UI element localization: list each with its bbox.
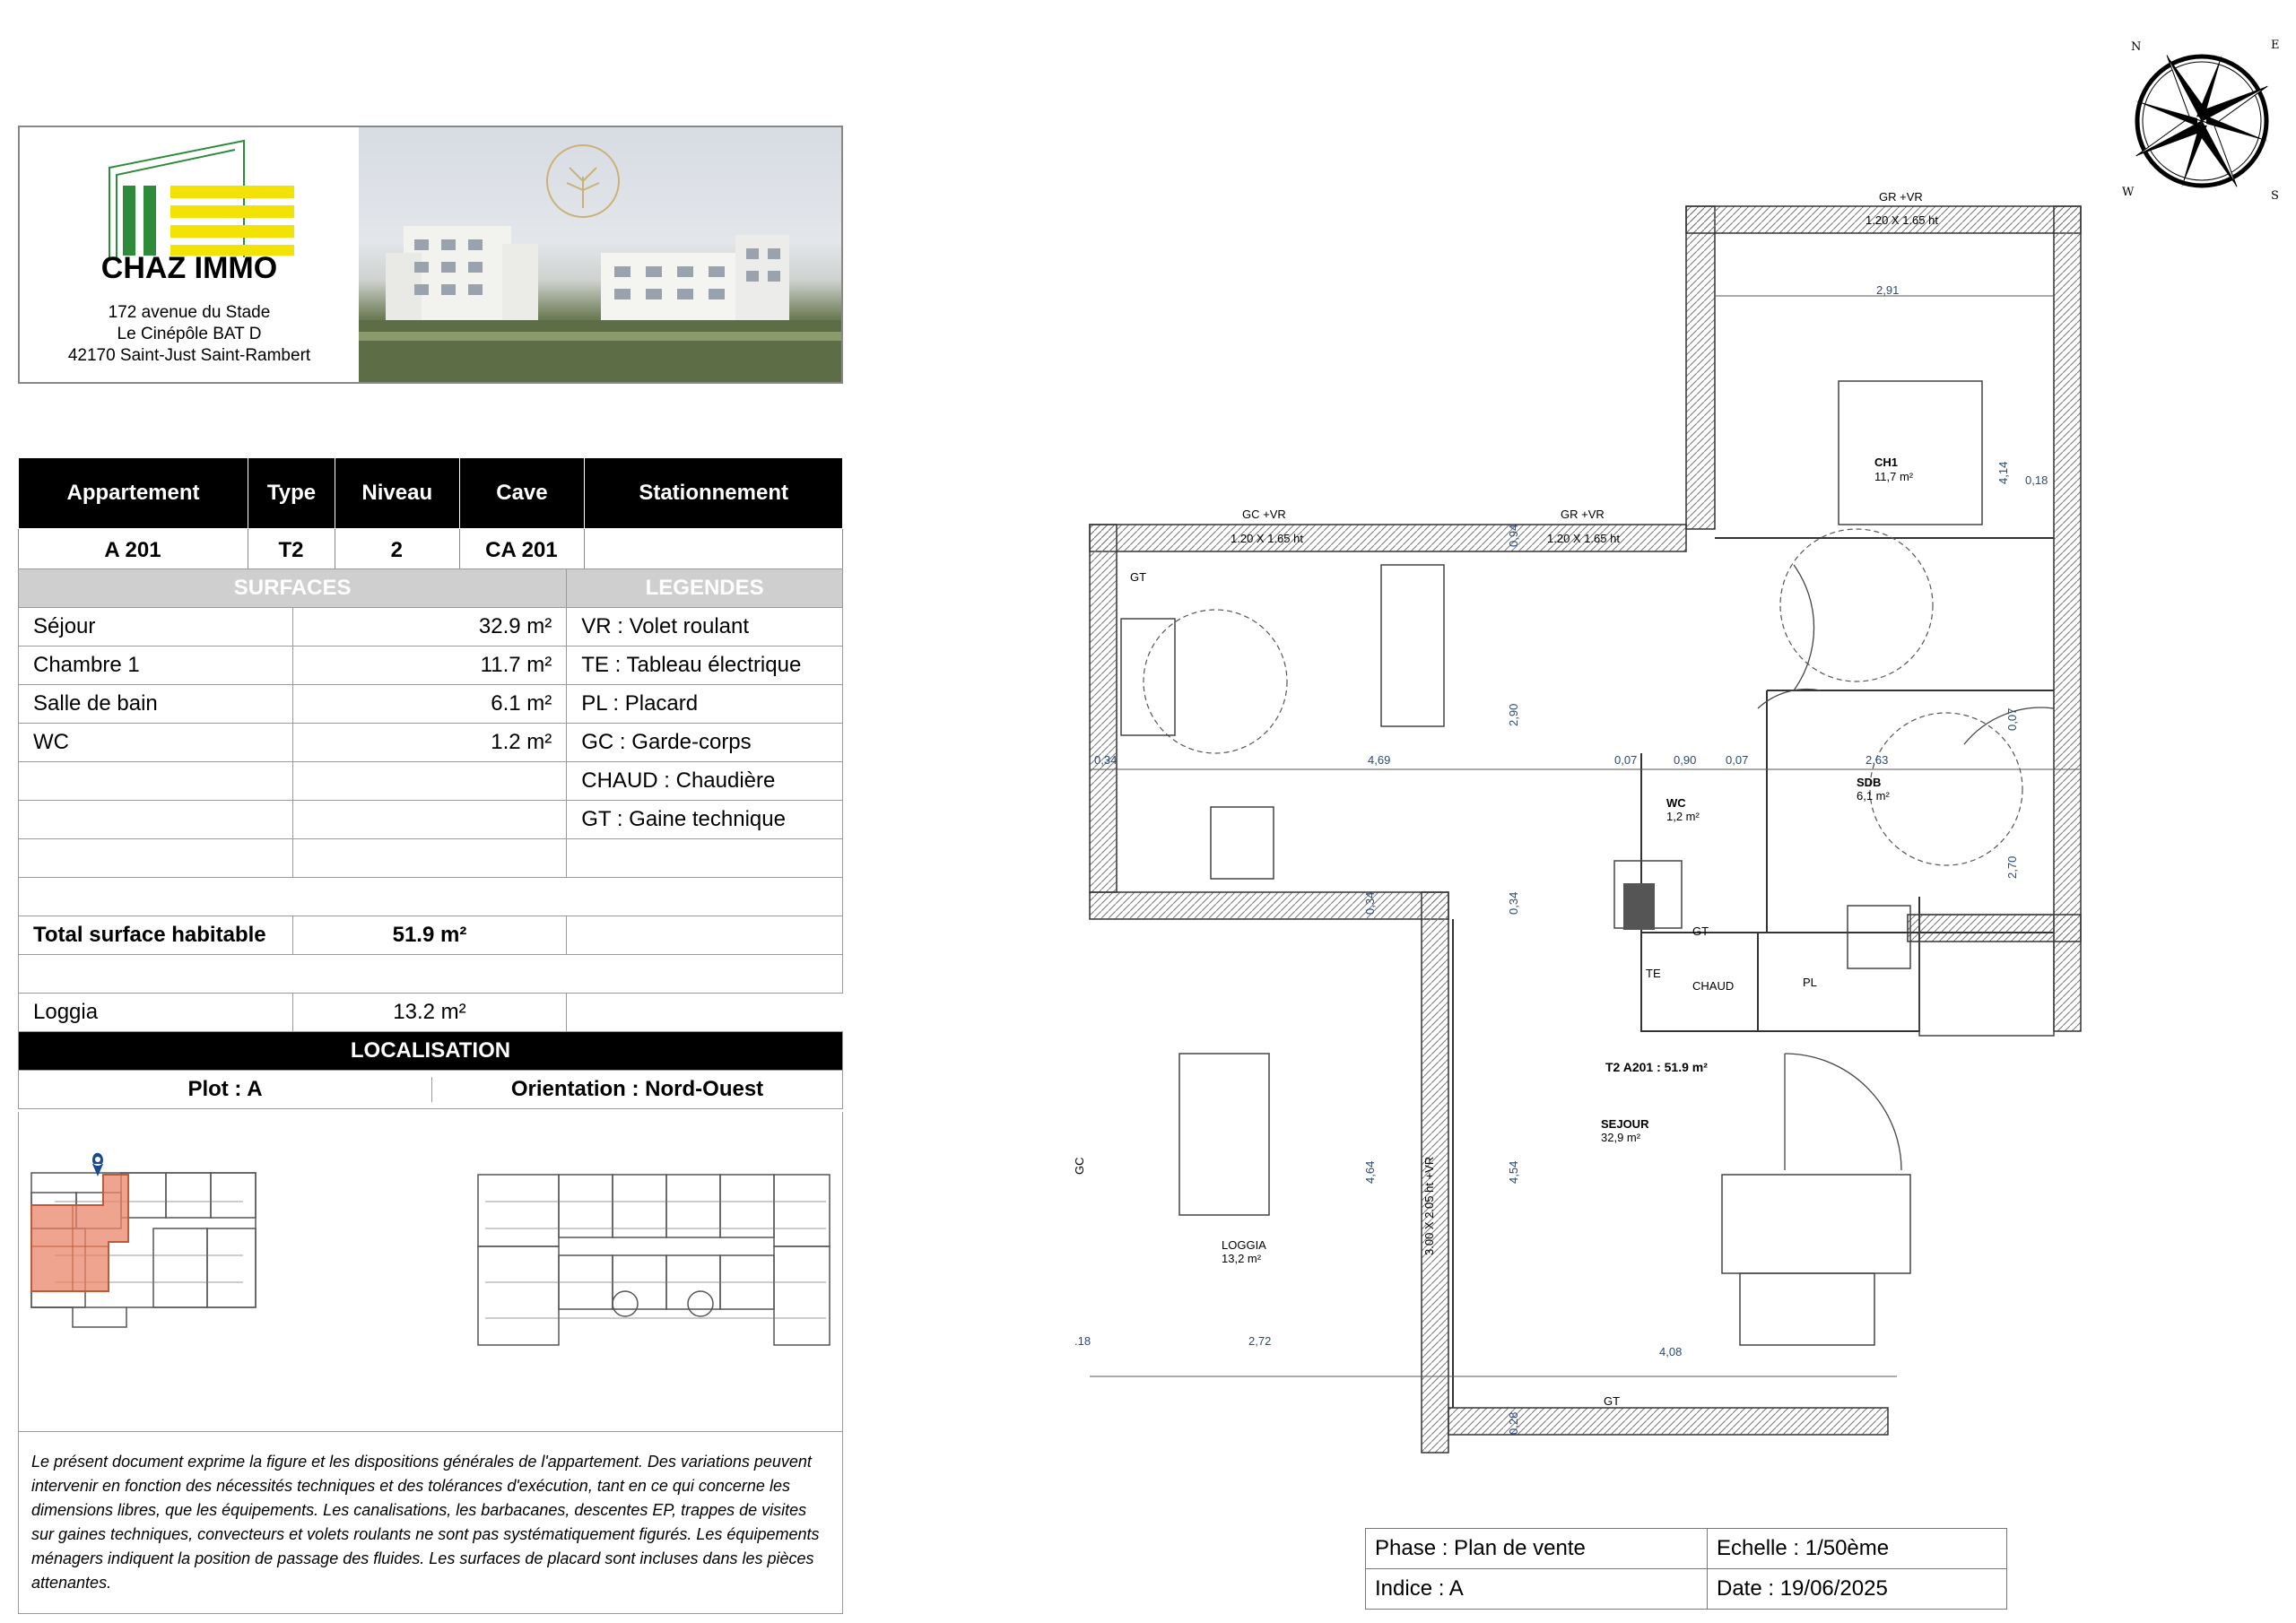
plot-label: Plot : A (19, 1077, 432, 1102)
mini-plans-drawing (19, 1112, 842, 1431)
room-loggia-name: LOGGIA (1222, 1238, 1266, 1252)
compass-rose (2117, 36, 2287, 206)
empty-cell (19, 839, 293, 878)
empty-cell (567, 994, 843, 1032)
gr-vr-mid-label: GR +VR (1561, 508, 1605, 521)
legende-item: GT : Gaine technique (567, 801, 843, 839)
dim-090: 0,90 (1674, 753, 1697, 767)
value-stationnement (585, 529, 843, 573)
room-wc-name: WC (1666, 796, 1686, 810)
legende-item: GC : Garde-corps (567, 724, 843, 762)
window-left-label: 1.20 X 1.65 ht (1231, 532, 1303, 545)
empty-cell (19, 762, 293, 801)
dim-454: 4,54 (1507, 1160, 1520, 1184)
total-label: Total surface habitable (19, 916, 293, 955)
dim-464: 4,64 (1363, 1160, 1377, 1184)
room-sdb-area: 6,1 m² (1857, 789, 1890, 803)
localisation-plans (18, 1112, 843, 1431)
header-niveau: Niveau (335, 458, 459, 529)
legende-item: CHAUD : Chaudière (567, 762, 843, 801)
dim-018: 0,18 (2025, 473, 2048, 487)
apartment-info-table (18, 457, 843, 573)
surface-label: Chambre 1 (19, 647, 293, 685)
address-line-1: 172 avenue du Stade (108, 303, 271, 322)
pl-label: PL (1803, 976, 1817, 989)
empty-cell (567, 916, 843, 955)
loggia-label: Loggia (19, 994, 293, 1032)
surface-value: 1.2 m² (292, 724, 567, 762)
room-wc-area: 1,2 m² (1666, 810, 1700, 823)
chaud-label: CHAUD (1692, 979, 1735, 993)
empty-cell (292, 762, 567, 801)
compass-w: W (2122, 186, 2135, 199)
spacer-row (19, 955, 843, 994)
building-illustration (359, 127, 841, 382)
room-ch1-name: CH1 (1874, 456, 1899, 469)
dim-094: 0,94 (1507, 524, 1520, 547)
floor-plan (1058, 179, 2117, 1462)
dim-272: 2,72 (1248, 1334, 1272, 1348)
dim-408: 4,08 (1659, 1345, 1683, 1358)
dim-18: .18 (1074, 1334, 1091, 1348)
gc-vr-label: GC +VR (1242, 508, 1286, 521)
empty-cell (567, 839, 843, 878)
room-sdb-name: SDB (1857, 776, 1882, 789)
dim-034a: 0,34 (1094, 753, 1118, 767)
legendes-title: LEGENDES (567, 569, 843, 608)
dim-007c: 0,07 (2005, 707, 2019, 731)
gt-label-1: GT (1130, 570, 1147, 584)
echelle-cell: Echelle : 1/50ème (1708, 1529, 2007, 1569)
compass-e: E (2271, 39, 2280, 52)
gt-label-2: GT (1692, 924, 1709, 938)
header-cave: Cave (459, 458, 585, 529)
room-loggia-area: 13,2 m² (1222, 1252, 1262, 1265)
dim-034b: 0,34 (1363, 891, 1377, 915)
dim-034c: 0,34 (1507, 891, 1520, 915)
dim-263: 2,63 (1866, 753, 1889, 767)
surface-label: Salle de bain (19, 685, 293, 724)
room-ch1-area: 11,7 m² (1874, 470, 1914, 483)
empty-cell (19, 801, 293, 839)
header-appartement: Appartement (19, 458, 248, 529)
value-appartement: A 201 (19, 529, 248, 573)
plan-title: T2 A201 : 51.9 m² (1605, 1060, 1708, 1074)
dim-291: 2,91 (1876, 283, 1900, 297)
dim-270: 2,70 (2005, 855, 2019, 879)
compass-n: N (2131, 40, 2142, 54)
address-line-3: 42170 Saint-Just Saint-Rambert (67, 346, 311, 365)
te-label: TE (1646, 967, 1661, 980)
surface-value: 6.1 m² (292, 685, 567, 724)
legende-item: PL : Placard (567, 685, 843, 724)
dim-028: 0,28 (1507, 1411, 1520, 1435)
window-mid-label: 1.20 X 1.65 ht (1547, 532, 1620, 545)
company-header (18, 126, 843, 384)
gt-label-3: GT (1604, 1394, 1621, 1408)
dim-007a: 0,07 (1614, 753, 1638, 767)
company-logo-block (20, 127, 359, 382)
company-name: CHAZ IMMO (100, 251, 278, 285)
building-photo (359, 127, 841, 382)
surface-label: Séjour (19, 608, 293, 647)
gc-side-label: GC (1073, 1157, 1086, 1175)
phase-cell: Phase : Plan de vente (1366, 1529, 1708, 1569)
empty-cell (292, 839, 567, 878)
chaz-immo-logo (100, 132, 307, 257)
surfaces-title: SURFACES (19, 569, 567, 608)
room-sejour-area: 32,9 m² (1601, 1131, 1641, 1144)
value-cave: CA 201 (459, 529, 585, 573)
gr-vr-top-label: GR +VR (1879, 190, 1923, 204)
header-stationnement: Stationnement (585, 458, 843, 529)
localisation-row (19, 1071, 843, 1109)
surface-value: 32.9 m² (292, 608, 567, 647)
surface-label: WC (19, 724, 293, 762)
baie-label: 3.00 X 2.05 ht +VR (1422, 1156, 1436, 1255)
total-value: 51.9 m² (292, 916, 567, 955)
empty-cell (292, 801, 567, 839)
room-sejour-name: SEJOUR (1601, 1117, 1649, 1131)
spacer-row (19, 878, 843, 916)
loggia-value: 13.2 m² (292, 994, 567, 1032)
dim-007b: 0,07 (1726, 753, 1749, 767)
compass-s: S (2271, 189, 2279, 203)
disclaimer-text: Le présent document exprime la figure et les dispositions générales de l'appartement. Des variations peuvent intervenir en fonction des nécessités techniques et des tolérances d'exécution, tant en ce qui concerne les dimensions libres, que les équipements. Les canalisations, les barbacanes, descentes EP, trappes de visites sur gaines techniques, convecteurs et volets roulants ne sont pas systématiquement figurés. Les équipements ménagers indiquent la position de passage des fluides. Les surfaces de placard sont incluses dans les pièces attenantes. (18, 1431, 843, 1614)
surfaces-legendes-table (18, 568, 843, 1109)
date-cell: Date : 19/06/2025 (1708, 1569, 2007, 1610)
dim-414: 4,14 (1996, 461, 2010, 484)
window-top-label: 1.20 X 1.65 ht (1866, 213, 1938, 227)
header-type: Type (248, 458, 335, 529)
cartouche-table (1365, 1528, 2007, 1610)
value-type: T2 (248, 529, 335, 573)
orientation-label: Orientation : Nord-Ouest (510, 1077, 764, 1101)
localisation-title: LOCALISATION (19, 1032, 843, 1071)
legende-item: VR : Volet roulant (567, 608, 843, 647)
indice-cell: Indice : A (1366, 1569, 1708, 1610)
dim-290: 2,90 (1507, 703, 1520, 726)
address-line-2: Le Cinépôle BAT D (117, 325, 262, 343)
value-niveau: 2 (335, 529, 459, 573)
surface-value: 11.7 m² (292, 647, 567, 685)
dim-469: 4,69 (1368, 753, 1391, 767)
legende-item: TE : Tableau électrique (567, 647, 843, 685)
